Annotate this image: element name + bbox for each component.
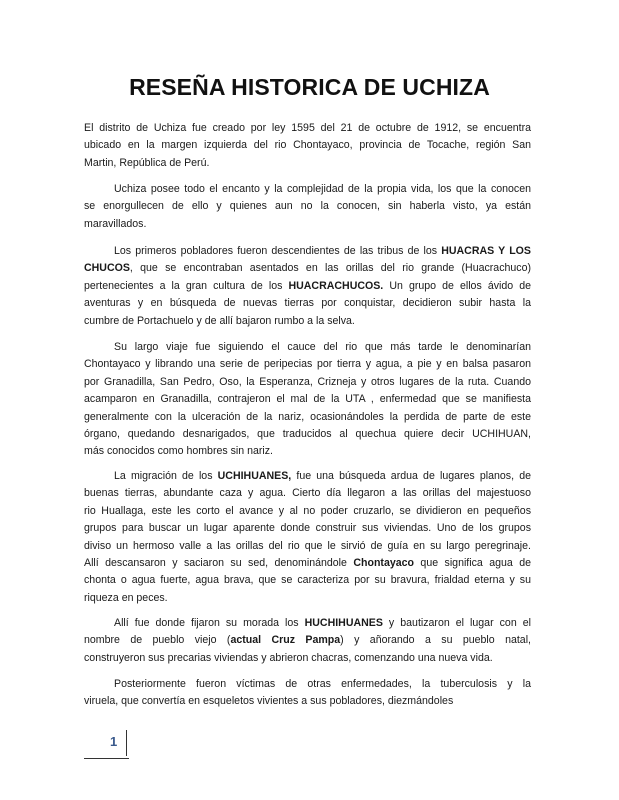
text-run: viruela, que convertía en esqueletos vivientes a sus pobladores, diezmándoles xyxy=(84,695,454,708)
bold-text-run: HUACRAS Y LOS xyxy=(441,245,531,257)
paragraph-line xyxy=(84,137,531,154)
paragraph-line xyxy=(84,278,531,295)
text-run: Los primeros pobladores fueron descendientes de las tribus de los xyxy=(114,245,442,257)
text-run: Allí fue donde fijaron su morada los xyxy=(114,617,305,629)
text-run: Su largo viaje fue siguiendo el cauce del rio que más tarde le denominarían xyxy=(114,341,531,353)
footer-rule xyxy=(84,758,129,759)
paragraph-3 xyxy=(84,243,531,330)
text-run: por Granadilla, San Pedro, Oso, la Esperanza, Crizneja y otros lugares de la ruta. Cuando xyxy=(84,375,531,388)
footer-divider xyxy=(126,730,127,756)
page-title: RESEÑA HISTORICA DE UCHIZA xyxy=(129,74,490,100)
paragraph-line xyxy=(84,409,531,426)
bold-text-run: CHUCOS xyxy=(84,262,130,275)
bold-text-run: HUCHIHUANES xyxy=(304,617,383,629)
text-run: cumbre de Portachuelo y de allí bajaron rumbo a la selva. xyxy=(84,314,355,327)
text-run: Un grupo de ellos ávido de xyxy=(383,279,532,292)
text-run: pertenecientes a la gran cultura de los xyxy=(84,279,289,292)
text-run: grupos para buscar un lugar aparente donde construir sus viviendas. Uno de los grupos xyxy=(84,522,531,535)
text-run: construyeron sus precarias viviendas y abrieron chacras, comenzando una nueva vida. xyxy=(84,651,493,664)
text-run: , que se encontraban asentados en las orillas del rio grande (Huacrachuco) xyxy=(129,262,531,275)
paragraph-line xyxy=(84,555,531,572)
text-run: Chontayaco y librando una serie de peripecias por tierra y agua, a pie y en balsa pasaron xyxy=(84,358,531,371)
text-run: El distrito de Uchiza fue creado por ley 1595 del 21 de octubre de 1912, se encuentra xyxy=(84,122,531,134)
text-run: rio Huallaga, este les corto el avance y al no poder cruzarlo, se dividieron en pequeños xyxy=(84,504,531,517)
text-run: Martin, República de Perú. xyxy=(84,156,210,169)
text-run: que significa agua de xyxy=(414,557,531,570)
paragraph-line xyxy=(84,198,531,215)
text-run: ubicado en la margen izquierda del rio Chontayaco, provincia de Tocache, región San xyxy=(84,139,531,152)
text-run: nombre de pueblo viejo ( xyxy=(84,634,231,647)
paragraph-line xyxy=(84,295,531,312)
text-run: maravillados. xyxy=(84,217,147,230)
paragraph-line xyxy=(84,339,531,356)
paragraph-line xyxy=(84,181,531,198)
paragraph-line xyxy=(84,391,531,408)
paragraph-line xyxy=(84,520,531,537)
text-run: ) y añorando a su pueblo natal, xyxy=(340,634,531,647)
paragraph-6 xyxy=(84,615,531,667)
paragraph-line xyxy=(84,426,531,443)
text-run: riqueza en peces. xyxy=(84,591,168,604)
text-run: Allí descansaron y saciaron su sed, denominándole xyxy=(84,557,354,570)
paragraph-line xyxy=(84,468,531,485)
paragraph-line xyxy=(84,572,531,589)
text-run: fue una búsqueda ardua de lugares planos, de xyxy=(291,470,531,482)
paragraph-line xyxy=(84,590,531,607)
paragraph-line xyxy=(84,615,531,632)
bold-text-run: Chontayaco xyxy=(353,557,414,570)
bold-text-run: HUACRACHUCOS. xyxy=(288,279,384,292)
text-run: diviso un hermoso valle a las orillas del rio que le sirvió de guía en su largo peregrinaje. xyxy=(84,539,531,552)
text-run: Posteriormente fueron víctimas de otras enfermedades, la tuberculosis y la xyxy=(114,678,531,690)
bold-text-run: actual Cruz Pampa xyxy=(230,634,341,647)
text-run: se enorgullecen de ello y quienes aun no la conocen, sin haberla visto, ya están xyxy=(84,200,531,213)
page-number: 1 xyxy=(110,734,118,749)
paragraph-line xyxy=(84,650,531,667)
bold-text-run: UCHIHUANES, xyxy=(217,470,292,482)
paragraph-line xyxy=(84,538,531,555)
text-run: acamparon en Granadilla, contrajeron el mal de la UTA , enfermedad que se manifiesta xyxy=(84,393,531,406)
paragraph-line xyxy=(84,693,531,710)
text-run: chonta o agua fuerte, agua brava, que se caracteriza por su bravura, frialdad eterna y su xyxy=(84,574,531,587)
paragraph-1 xyxy=(84,120,531,172)
text-run: órgano, quedando desnarigados, que traducidos al quechua quiere decir UCHIHUAN, xyxy=(84,428,531,441)
paragraph-line xyxy=(84,503,531,520)
paragraph-line xyxy=(84,356,531,373)
text-run: Uchiza posee todo el encanto y la complejidad de la propia vida, los que la conocen xyxy=(114,183,531,195)
text-run: más conocidos como hombres sin nariz. xyxy=(84,445,274,458)
text-run: y bautizaron el lugar con el xyxy=(382,617,531,629)
paragraph-line xyxy=(84,120,531,137)
text-run: La migración de los xyxy=(114,470,218,482)
paragraph-line xyxy=(84,632,531,649)
paragraph-7 xyxy=(84,676,531,711)
paragraph-line xyxy=(84,374,531,391)
paragraph-line xyxy=(84,443,531,460)
paragraph-5 xyxy=(84,468,531,607)
paragraph-line xyxy=(84,260,531,277)
paragraph-line xyxy=(84,243,531,260)
paragraph-line xyxy=(84,676,531,693)
text-run: generalmente con la ulceración de la nariz, ocasionándoles la perdida de parte de este xyxy=(84,410,531,423)
paragraph-line xyxy=(84,313,531,330)
paragraph-4 xyxy=(84,339,531,461)
text-run: aventuras y en búsqueda de nuevas tierras por conquistar, decidieron subir hasta la xyxy=(84,297,531,310)
paragraph-2 xyxy=(84,181,531,233)
text-run: buenas tierras, abundante caza y agua. Cierto día llegaron a las orillas del majestuoso xyxy=(84,487,531,500)
paragraph-line xyxy=(84,216,531,233)
paragraph-line xyxy=(84,485,531,502)
paragraph-line xyxy=(84,155,531,172)
